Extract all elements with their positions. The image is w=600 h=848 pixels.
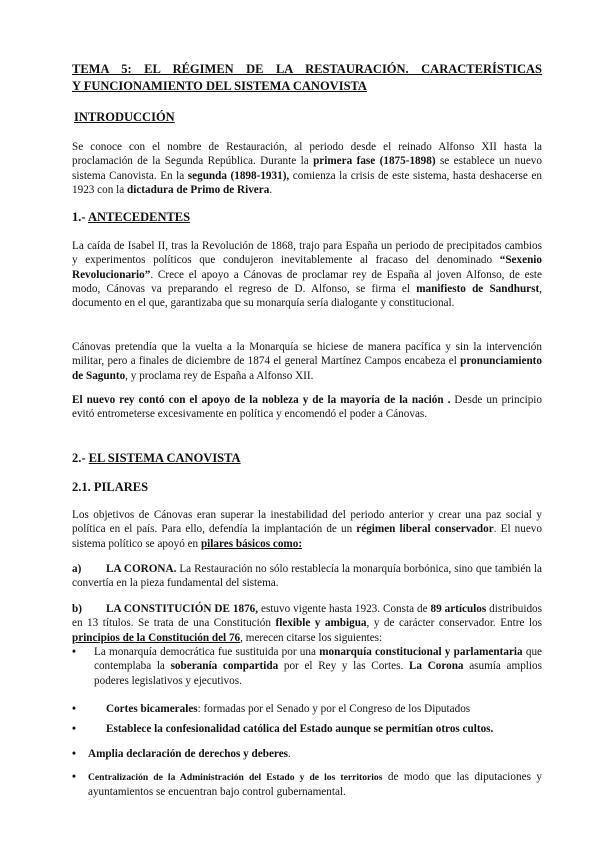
pilar-constitucion: b) LA CONSTITUCIÓN DE 1876, estuvo vigente hasta 1923. Consta de 89 artículos distribuidos en 13 títulos. Se trata de una Constitución flexible y ambigua, y de carácter conservador. Entre los principios de la Constitución del 76, merecen citarse los siguientes:	[72, 603, 542, 644]
antecedentes-paragraph-2: Cánovas pretendía que la vuelta a la Monarquía se hiciese de manera pacífica y sin la intervención militar, pero a finales de diciembre de 1874 el general Martínez Campos encabeza el pronunciamiento de Sagunto, y proclama rey de España a Alfonso XII.	[72, 341, 542, 382]
antecedentes-paragraph-3: El nuevo rey contó con el apoyo de la nobleza y de la mayoría de la nación . Desde un principio evitó entrometerse excesivamente en política y encomendó el poder a Cánovas.	[72, 394, 542, 421]
pilares-heading: 2.1. PILARES	[72, 480, 149, 494]
bullet-cortes: • Cortes bicamerales: formadas por el Senado y por el Congreso de los Diputados	[72, 703, 471, 715]
bullet-icon: •	[72, 748, 76, 760]
bullet-icon: •	[72, 646, 76, 658]
pilares-paragraph: Los objetivos de Cánovas eran superar la inestabilidad del periodo anterior y crear una paz social y política en el país. Para ello, defendía la implantación de un régimen liberal conservador. El nuevo sistema político se apoyó en pilares básicos como:	[72, 509, 542, 550]
antecedentes-heading: 1.- ANTECEDENTES	[72, 210, 191, 224]
bullet-monarquia: • La monarquía democrática fue sustituida por una monarquía constitucional y parlamentaria que contemplaba la soberanía compartida por el Rey y las Cortes. La Corona asumía amplios poderes legislativos y ejecutivos.	[72, 646, 542, 687]
intro-heading: INTRODUCCIÓN	[74, 110, 175, 124]
document-title-line-1: TEMA 5: EL RÉGIMEN DE LA RESTAURACIÓN. CARACTERÍSTICAS	[72, 62, 542, 76]
bullet-icon: •	[72, 771, 76, 783]
document-title-line-2: Y FUNCIONAMIENTO DEL SISTEMA CANOVISTA	[72, 79, 367, 93]
bullet-centralizacion: • Centralización de la Administración del Estado y de los territorios de modo que las diputaciones y ayuntamientos se encuentran bajo control gubernamental.	[72, 771, 542, 799]
bullet-icon: •	[72, 703, 76, 715]
bullet-confesionalidad: • Establece la confesionalidad católica del Estado aunque se permitían otros cultos.	[72, 723, 494, 735]
sistema-heading: 2.- EL SISTEMA CANOVISTA	[72, 451, 241, 465]
intro-paragraph: Se conoce con el nombre de Restauración, al periodo desde el reinado Alfonso XII hasta la proclamación de la Segunda República. Durante la primera fase (1875-1898) se establece un nuevo sistema Canovista. En la segunda (1898-1931), comienza la crisis de este sistema, hasta deshacerse en 1923 con la dictadura de Primo de Rivera.	[72, 141, 542, 196]
bullet-derechos: • Amplia declaración de derechos y deberes.	[72, 748, 291, 760]
antecedentes-paragraph-1: La caída de Isabel II, tras la Revolución de 1868, trajo para España un periodo de precipitados cambios y experimentos políticos que condujeron inevitablemente al fracaso del denominado “Sexenio Revolucionario”. Crece el apoyo a Cánovas de proclamar rey de España al joven Alfonso, de este modo, Cánovas va preparando el regreso de D. Alfonso, se firma el manifiesto de Sandhurst, documento en el que, garantizaba que su monarquía sería dialogante y constitucional.	[72, 240, 543, 310]
pilar-corona: a) LA CORONA. La Restauración no sólo restablecía la monarquía borbónica, sino que también la convertía en la pieza fundamental del sistema.	[72, 563, 542, 590]
bullet-icon: •	[72, 723, 76, 735]
